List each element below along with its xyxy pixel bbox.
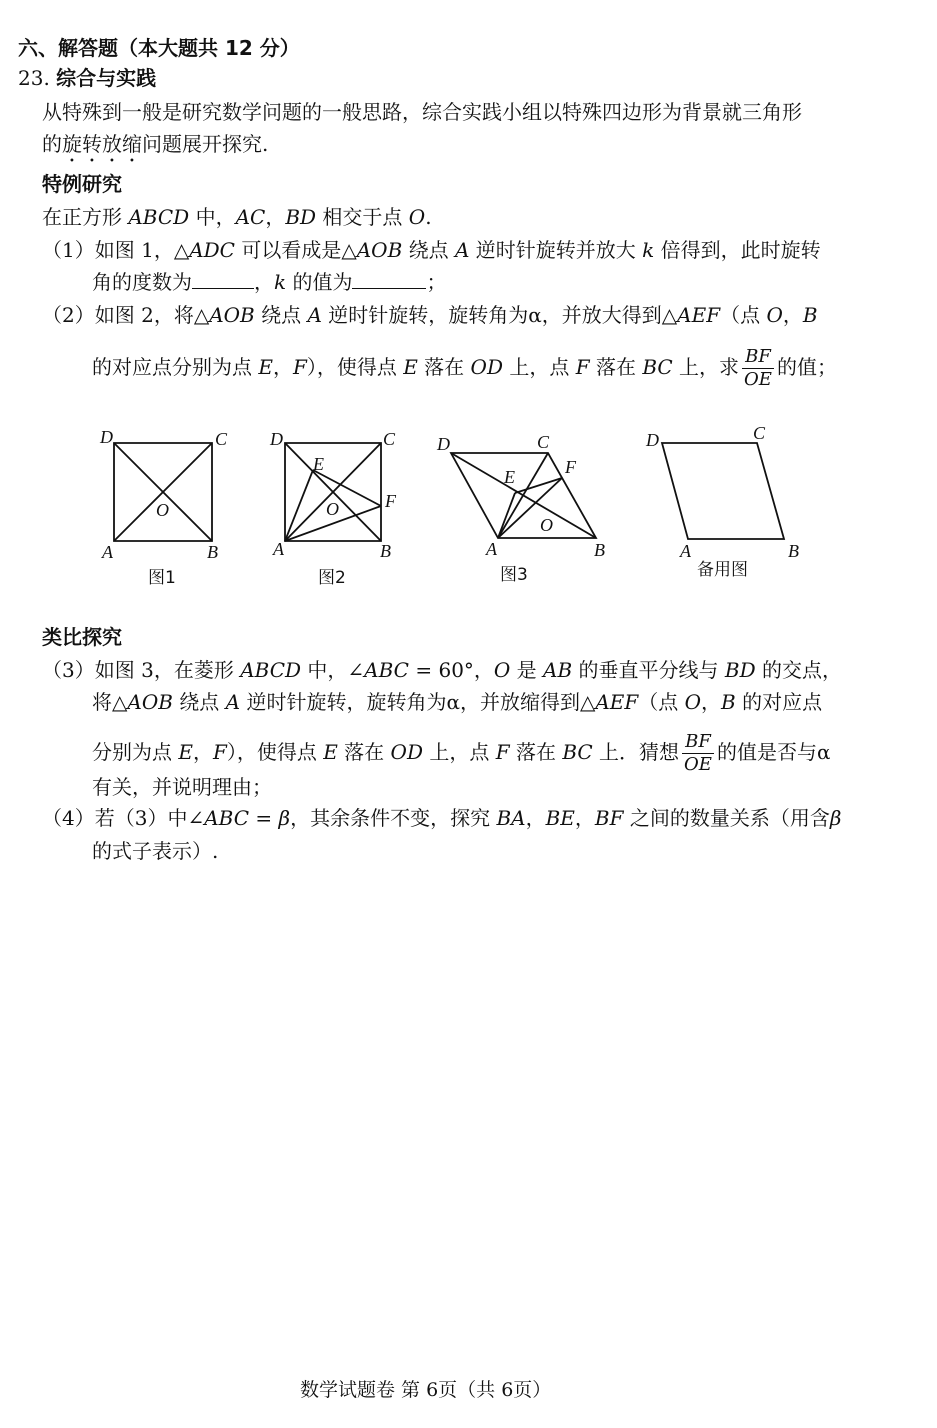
figure-spare xyxy=(645,423,799,580)
figure-segment-8 xyxy=(313,470,381,506)
q1-label: （1） xyxy=(42,238,95,262)
caption-figure-3: 图3 xyxy=(500,565,528,585)
figure-segment-15 xyxy=(662,443,784,539)
point-label-O: O xyxy=(540,515,553,535)
heading-special-case: 特例研究 xyxy=(42,172,122,196)
answer-blank-angle[interactable] xyxy=(192,268,254,289)
point-label-A: A xyxy=(486,539,497,559)
question-title: 综合与实践 xyxy=(56,66,157,90)
point-label-O: O xyxy=(156,500,169,520)
caption-figure-2: 图2 xyxy=(318,568,346,588)
q4-label: （4） xyxy=(42,806,95,830)
figure-1 xyxy=(99,427,228,588)
question-header xyxy=(18,64,156,92)
heading-analogy: 类比探究 xyxy=(42,625,122,649)
question-number: 23. xyxy=(18,66,50,90)
point-label-D: D xyxy=(646,430,659,450)
fraction-bf-over-oe-q3: $\frac{BF}{OE}$ xyxy=(684,731,712,775)
q1-line-2: 角的度数为 ，k 的值为 ； xyxy=(92,270,447,294)
q3-label: （3） xyxy=(42,658,95,682)
caption-figure-1: 图1 xyxy=(148,568,176,588)
caption-spare-figure: 备用图 xyxy=(697,560,748,580)
premise-text: 在正方形 ABCD 中，AC，BD 相交于点 O. xyxy=(42,205,432,229)
point-label-F: F xyxy=(565,457,576,477)
point-label-A: A xyxy=(102,542,113,562)
point-label-A: A xyxy=(680,541,691,561)
q4-line-2: 的式子表示）. xyxy=(92,839,219,863)
q2-line-1: （2）如图 2，将△AOB 绕点 A 逆时针旋转，旋转角为α，并放大得到△AEF（点 O，B xyxy=(42,303,818,327)
point-label-B: B xyxy=(207,542,218,562)
point-label-C: C xyxy=(753,423,766,443)
q3-line-4: 有关，并说明理由； xyxy=(92,775,272,799)
point-label-D: D xyxy=(437,434,450,454)
point-label-B: B xyxy=(788,541,799,561)
q3-line-3: 分别为点 E，F），使得点 E 落在 OD 上，点 F 落在 BC 上．猜想 $\frac{BF}{OE}$ 的值是否与α xyxy=(92,731,831,775)
point-label-B: B xyxy=(380,541,391,561)
point-label-C: C xyxy=(215,429,228,449)
point-label-C: C xyxy=(383,429,396,449)
point-label-C: C xyxy=(537,432,550,452)
point-label-D: D xyxy=(270,429,283,449)
page-footer: 数学试题卷 第 6页（共 6页） xyxy=(300,1379,552,1401)
q1-line-1: （1）如图 1，△ADC 可以看成是△AOB 绕点 A 逆时针旋转并放大 k 倍得到，此时旋转 xyxy=(42,238,821,262)
q4-line-1: （4）若（3）中∠ABC = β，其余条件不变，探究 BA，BE，BF 之间的数量关系（用含β xyxy=(42,806,842,830)
q3-line-2: 将△AOB 绕点 A 逆时针旋转，旋转角为α，并放缩得到△AEF（点 O，B 的对应点 xyxy=(92,690,823,714)
emphasis-rotation-scaling: 旋转放缩 xyxy=(62,132,142,156)
fraction-bf-over-oe: $\frac{BF}{OE}$ xyxy=(744,346,772,390)
point-label-E: E xyxy=(504,467,515,487)
point-label-O: O xyxy=(326,499,339,519)
q2-line-2: 的对应点分别为点 E，F），使得点 E 落在 OD 上，点 F 落在 BC 上，求 $\frac{BF}{OE}$ 的值； xyxy=(92,346,837,390)
point-label-D: D xyxy=(100,427,113,447)
intro-line-2: 的旋转放缩问题展开探究. xyxy=(42,132,269,156)
section-heading: 六、解答题（本大题共 12 分） xyxy=(18,36,300,60)
point-label-A: A xyxy=(273,539,284,559)
point-label-B: B xyxy=(594,540,605,560)
point-label-F: F xyxy=(385,491,396,511)
q2-label: （2） xyxy=(42,303,95,327)
point-label-E: E xyxy=(313,454,324,474)
figure-segment-6 xyxy=(285,470,313,541)
figures-row xyxy=(0,415,937,600)
intro-line-1: 从特殊到一般是研究数学问题的一般思路，综合实践小组以特殊四边形为背景就三角形 xyxy=(42,100,802,124)
figure-2 xyxy=(269,429,397,588)
q3-line-1: （3）如图 3，在菱形 ABCD 中，∠ABC = 60°，O 是 AB 的垂直平分线与 BD 的交点， xyxy=(42,658,842,682)
answer-blank-k[interactable] xyxy=(352,268,426,289)
figure-3 xyxy=(436,432,605,585)
